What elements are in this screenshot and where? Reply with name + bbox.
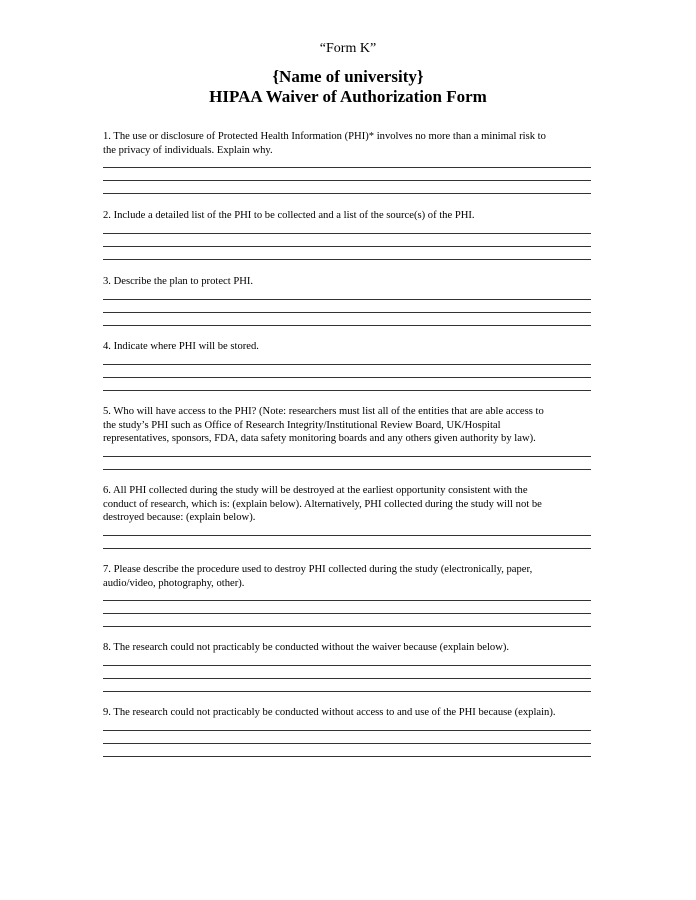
- answer-line[interactable]: [103, 535, 591, 536]
- answer-line[interactable]: [103, 730, 591, 731]
- university-name: {Name of university}: [272, 67, 424, 86]
- answer-line[interactable]: [103, 691, 591, 692]
- answer-line[interactable]: [103, 167, 591, 168]
- answer-line[interactable]: [103, 325, 591, 326]
- question-9: [103, 706, 595, 720]
- question-4-line-1: 4. Indicate where PHI will be stored.: [103, 341, 259, 352]
- answer-line[interactable]: [103, 469, 591, 470]
- answer-line[interactable]: [103, 312, 591, 313]
- question-2-line-1: 2. Include a detailed list of the PHI to be collected and a list of the source(s) of the PHI.: [103, 210, 475, 221]
- form-label: “Form K”: [319, 41, 377, 56]
- answer-line[interactable]: [103, 193, 591, 194]
- form-title: HIPAA Waiver of Authorization Form: [209, 87, 487, 106]
- answer-line[interactable]: [103, 756, 591, 757]
- question-2: [103, 209, 595, 223]
- question-6: [103, 484, 595, 525]
- answer-line[interactable]: [103, 626, 591, 627]
- question-1-line-1: 1. The use or disclosure of Protected Health Information (PHI)* involves no more than a minimal risk to: [103, 131, 546, 142]
- question-7: [103, 563, 595, 590]
- question-5-line-1: 5. Who will have access to the PHI? (Note: researchers must list all of the entities that are able access to: [103, 406, 544, 417]
- question-8-line-1: 8. The research could not practicably be conducted without the waiver because (explain below).: [103, 642, 510, 653]
- question-3: [103, 275, 595, 289]
- answer-line[interactable]: [103, 259, 591, 260]
- answer-line[interactable]: [103, 233, 591, 234]
- question-5-line-2: the study’s PHI such as Office of Research Integrity/Institutional Review Board, UK/Hospital: [103, 419, 501, 431]
- question-6-line-2: conduct of research, which is: (explain below). Alternatively, PHI collected during the study will not be: [103, 498, 542, 510]
- question-4: [103, 340, 595, 354]
- answer-line[interactable]: [103, 299, 591, 300]
- question-5: [103, 405, 595, 446]
- question-7-line-1: 7. Please describe the procedure used to destroy PHI collected during the study (electronically, paper,: [103, 564, 533, 575]
- answer-line[interactable]: [103, 600, 591, 601]
- question-1-line-2: the privacy of individuals. Explain why.: [103, 144, 273, 156]
- question-1: [103, 130, 595, 157]
- answer-line[interactable]: [103, 364, 591, 365]
- question-5-line-3: representatives, sponsors, FDA, data safety monitoring boards and any others given authority by law).: [103, 433, 536, 444]
- question-9-line-1: 9. The research could not practicably be conducted without access to and use of the PHI because (explain).: [103, 707, 556, 718]
- answer-line[interactable]: [103, 377, 591, 378]
- question-6-line-3: destroyed because: (explain below).: [103, 512, 256, 523]
- question-7-line-2: audio/video, photography, other).: [103, 577, 245, 589]
- question-8: [103, 641, 595, 655]
- answer-line[interactable]: [103, 180, 591, 181]
- answer-line[interactable]: [103, 548, 591, 549]
- answer-line[interactable]: [103, 456, 591, 457]
- question-3-line-1: 3. Describe the plan to protect PHI.: [103, 276, 254, 287]
- answer-line[interactable]: [103, 613, 591, 614]
- answer-line[interactable]: [103, 678, 591, 679]
- question-6-line-1: 6. All PHI collected during the study will be destroyed at the earliest opportunity consistent with the: [103, 485, 528, 496]
- answer-line[interactable]: [103, 246, 591, 247]
- answer-line[interactable]: [103, 665, 591, 666]
- answer-line[interactable]: [103, 743, 591, 744]
- answer-line[interactable]: [103, 390, 591, 391]
